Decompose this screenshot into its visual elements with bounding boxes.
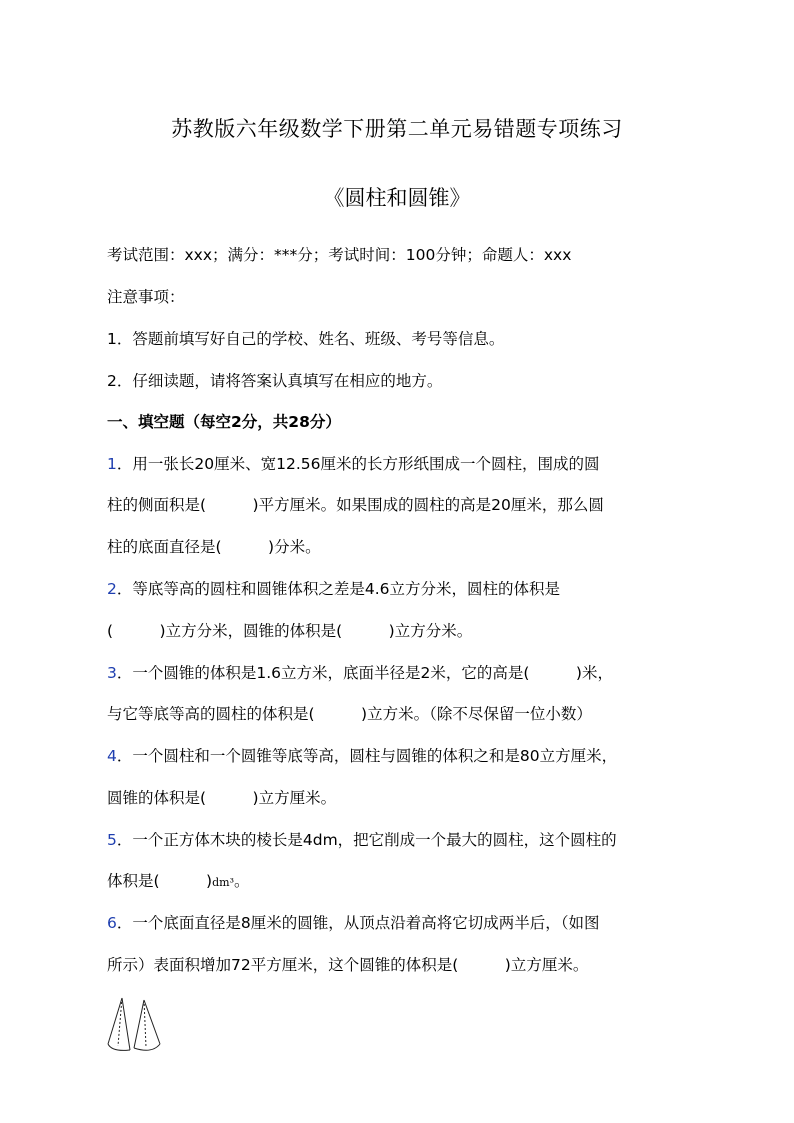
note-2: 2．仔细读题，请将答案认真填写在相应的地方。 (107, 372, 443, 390)
question-1-line-1 (107, 453, 715, 475)
question-4-line-2: 圆锥的体积是( )立方厘米。 (107, 789, 337, 807)
question-5-line-2 (107, 870, 715, 894)
left-half-cut-edge (122, 998, 130, 1050)
question-1-line-3: 柱的底面直径是( )分米。 (107, 538, 321, 556)
question-2-line-2: ( )立方分米，圆锥的体积是( )立方分米。 (107, 622, 473, 640)
right-half-height (144, 1000, 146, 1047)
question-text: ．一个正方体木块的棱长是4dm，把它削成一个最大的圆柱，这个圆柱的 (116, 831, 617, 849)
question-text: ．一个圆锥的体积是1.6立方米，底面半径是2米，它的高是( )米， (116, 664, 613, 682)
question-text: 。 (234, 872, 250, 890)
question-number: 6 (107, 914, 117, 932)
question-number: 3 (107, 664, 117, 682)
question-3-line-1 (107, 662, 715, 684)
left-half-edge (108, 998, 122, 1044)
question-text: ．一个圆柱和一个圆锥等底等高，圆柱与圆锥的体积之和是80立方厘米， (116, 747, 618, 765)
question-4-line-1 (107, 745, 715, 767)
right-half-edge (144, 1000, 160, 1044)
right-half-cut-edge (134, 1000, 144, 1048)
exam-info: 考试范围：xxx；满分：***分；考试时间：100分钟；命题人：xxx (107, 246, 572, 264)
question-2-line-1 (107, 578, 715, 600)
question-1-line-2: 柱的侧面积是( )平方厘米。如果围成的圆柱的高是20厘米，那么圆 (107, 496, 604, 514)
notes-heading: 注意事项： (107, 288, 185, 306)
cut-cone-figure (104, 994, 168, 1058)
question-number: 4 (107, 747, 117, 765)
question-text: 体积是( ) (107, 872, 213, 890)
question-6-line-2: 所示）表面积增加72平方厘米，这个圆锥的体积是( )立方厘米。 (107, 956, 589, 974)
question-number: 5 (107, 831, 117, 849)
question-text: ．一个底面直径是8厘米的圆锥，从顶点沿着高将它切成两半后，（如图 (116, 914, 600, 932)
page-subtitle: 《圆柱和圆锥》 (323, 186, 471, 210)
note-1: 1．答题前填写好自己的学校、姓名、班级、考号等信息。 (107, 330, 505, 348)
right-half-base (134, 1044, 160, 1050)
question-text: ．等底等高的圆柱和圆锥体积之差是4.6立方分米，圆柱的体积是 (116, 580, 561, 598)
question-number: 1 (107, 455, 117, 473)
question-text: ．用一张长20厘米、宽12.56厘米的长方形纸围成一个圆柱，围成的圆 (116, 455, 600, 473)
left-half-base (108, 1044, 130, 1050)
question-5-line-1 (107, 829, 715, 851)
question-3-line-2: 与它等底等高的圆柱的体积是( )立方米。（除不尽保留一位小数） (107, 705, 592, 723)
question-number: 2 (107, 580, 117, 598)
page-title: 苏教版六年级数学下册第二单元易错题专项练习 (171, 117, 623, 141)
unit-label: dm³ (212, 876, 234, 889)
section-heading: 一、填空题（每空2分，共28分） (107, 413, 341, 431)
question-6-line-1 (107, 912, 715, 934)
